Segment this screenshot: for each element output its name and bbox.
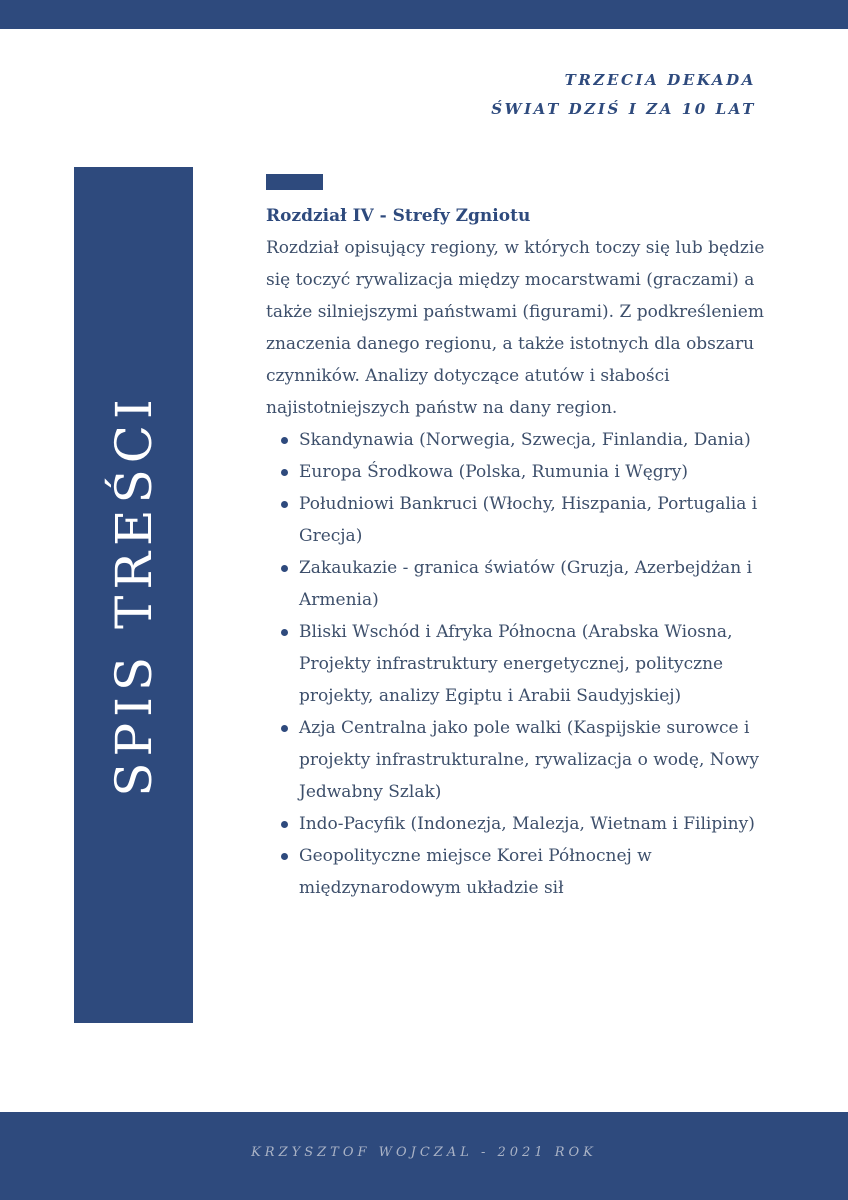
footer-bar bbox=[0, 1112, 848, 1200]
list-item-text: Skandynawia (Norwegia, Szwecja, Finlandia, Dania) bbox=[299, 430, 751, 450]
list-item-text: Geopolityczne miejsce Korei Północnej w międzynarodowym układzie sił bbox=[299, 846, 652, 898]
list-item-text: Indo-Pacyfik (Indonezja, Malezja, Wietnam i Filipiny) bbox=[299, 814, 755, 834]
bullet-icon bbox=[281, 725, 288, 732]
list-item-text: Zakaukazie - granica światów (Gruzja, Azerbejdżan i Armenia) bbox=[299, 558, 753, 610]
list-item-text: Azja Centralna jako pole walki (Kaspijskie surowce i projekty infrastrukturalne, rywalizacja o wodę, Nowy Jedwabny Szlak) bbox=[299, 718, 760, 802]
list-item bbox=[266, 808, 766, 840]
top-bar bbox=[0, 0, 848, 29]
list-item bbox=[266, 840, 766, 904]
chapter-item-list bbox=[266, 424, 766, 904]
sidebar-title: SPIS TREŚCI bbox=[104, 393, 163, 797]
list-item-text: Południowi Bankruci (Włochy, Hiszpania, Portugalia i Grecja) bbox=[299, 494, 758, 546]
chapter-title: Rozdział IV - Strefy Zgniotu bbox=[266, 206, 531, 226]
bullet-icon bbox=[281, 821, 288, 828]
list-item bbox=[266, 712, 766, 808]
list-item-text: Bliski Wschód i Afryka Północna (Arabska Wiosna, Projekty infrastruktury energetycznej, polityczne projekty, analizy Egiptu i Arabii Saudyjskiej) bbox=[299, 622, 733, 706]
bullet-icon bbox=[281, 853, 288, 860]
bullet-icon bbox=[281, 469, 288, 476]
page-header bbox=[491, 66, 756, 124]
bullet-icon bbox=[281, 565, 288, 572]
bullet-icon bbox=[281, 629, 288, 636]
footer-text: KRZYSZTOF WOJCZAL - 2021 ROK bbox=[251, 1145, 597, 1160]
header-line-2: ŚWIAT DZIŚ I ZA 10 LAT bbox=[491, 100, 756, 118]
sidebar-block bbox=[74, 167, 193, 1023]
accent-bar bbox=[266, 174, 323, 190]
list-item bbox=[266, 424, 766, 456]
list-item-text: Europa Środkowa (Polska, Rumunia i Węgry) bbox=[299, 462, 689, 482]
list-item bbox=[266, 456, 766, 488]
bullet-icon bbox=[281, 501, 288, 508]
list-item bbox=[266, 616, 766, 712]
list-item bbox=[266, 488, 766, 552]
bullet-icon bbox=[281, 437, 288, 444]
header-line-1: TRZECIA DEKADA bbox=[564, 71, 756, 89]
chapter-description: Rozdział opisujący regiony, w których toczy się lub będzie się toczyć rywalizacja między mocarstwami (graczami) a także silniejszymi państwami (figurami). Z podkreśleniem znaczenia danego regionu, a także istotnych dla obszaru czynników. Analizy dotyczące atutów i słabości najistotniejszych państw na dany region. bbox=[266, 238, 765, 418]
list-item bbox=[266, 552, 766, 616]
chapter-content bbox=[266, 200, 766, 904]
